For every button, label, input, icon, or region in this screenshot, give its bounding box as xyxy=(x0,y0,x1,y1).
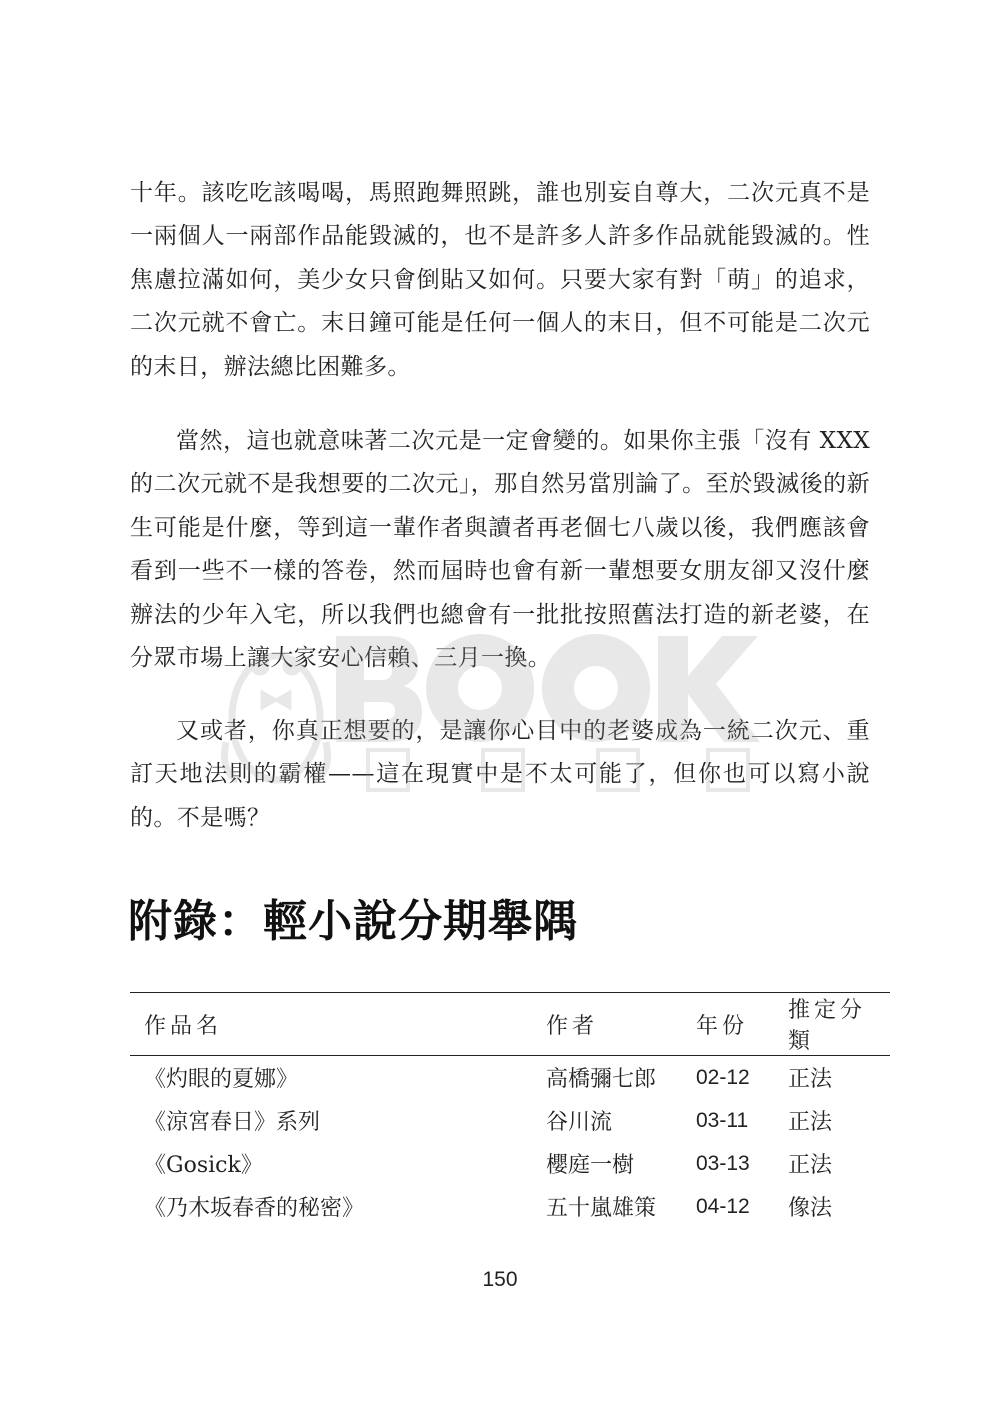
cell-year: 02-12 xyxy=(696,1065,750,1089)
cell-author: 櫻庭一樹 xyxy=(546,1153,635,1178)
cell-title: 《乃木坂春香的秘密》 xyxy=(144,1196,365,1221)
appendix-heading: 附錄：輕小說分期舉隅 xyxy=(128,896,578,947)
table-row xyxy=(130,1142,890,1185)
header-author: 作者 xyxy=(532,993,682,1056)
paragraph-1: 十年。該吃吃該喝喝，馬照跑舞照跳，誰也別妄自尊大，二次元真不是一兩個人一兩部作品能毀滅的，也不是許多人許多作品就能毀滅的。性焦慮拉滿如何，美少女只會倒貼又如何。只要大家有對「萌」的追求，二次元就不會亡。末日鐘可能是任何一個人的末日，但不可能是二次元的末日，辦法總比困難多。 xyxy=(130,180,870,380)
table-row xyxy=(130,1099,890,1142)
paragraph-3: 又或者，你真正想要的，是讓你心目中的老婆成為一統二次元、重訂天地法則的霸權——這在現實中是不太可能了，但你也可以寫小說的。不是嗎？ xyxy=(130,718,870,831)
cell-year: 04-12 xyxy=(696,1194,750,1218)
appendix-table xyxy=(130,992,890,1228)
cell-author: 五十嵐雄策 xyxy=(546,1196,657,1221)
header-title: 作品名 xyxy=(130,993,532,1056)
header-category: 推定分類 xyxy=(774,993,890,1056)
cell-category: 正法 xyxy=(788,1067,833,1092)
header-year: 年份 xyxy=(682,993,774,1056)
cell-author: 谷川流 xyxy=(546,1110,613,1135)
cell-category: 正法 xyxy=(788,1110,833,1135)
cell-title: 《Gosick》 xyxy=(144,1153,263,1178)
paragraph-2: 當然，這也就意味著二次元是一定會變的。如果你主張「沒有 XXX 的二次元就不是我想要的二次元」，那自然另當別論了。至於毀滅後的新生可能是什麼，等到這一輩作者與讀者再老個七八歲以後，我們應該會看到一些不一樣的答卷，然而屆時也會有新一輩想要女朋友卻又沒什麼辦法的少年入宅，所以我們也總會有一批批按照舊法打造的新老婆，在分眾市場上讓大家安心信賴、三月一換。 xyxy=(130,428,870,672)
table-header-row xyxy=(130,993,890,1056)
table-row xyxy=(130,1056,890,1100)
cell-year: 03-11 xyxy=(696,1108,749,1132)
cell-author: 高橋彌七郎 xyxy=(546,1067,657,1092)
cell-title: 《涼宮春日》系列 xyxy=(144,1110,321,1135)
table-row xyxy=(130,1185,890,1228)
page-number: 150 xyxy=(482,1268,518,1291)
cell-category: 正法 xyxy=(788,1153,833,1178)
cell-title: 《灼眼的夏娜》 xyxy=(144,1067,299,1092)
cell-year: 03-13 xyxy=(696,1151,750,1175)
cell-category: 像法 xyxy=(788,1196,833,1221)
